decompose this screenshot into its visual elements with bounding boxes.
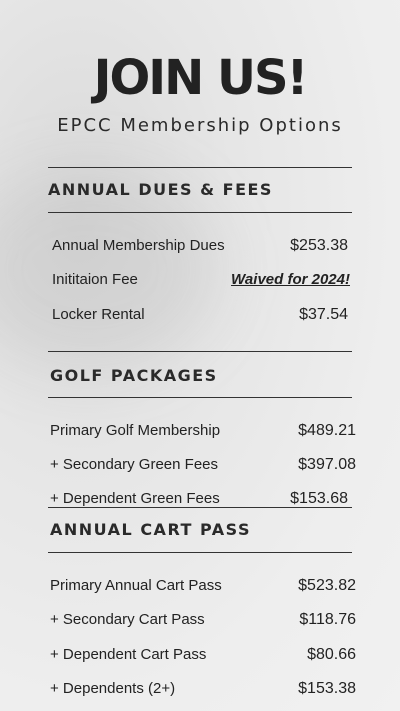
price-row <box>50 611 356 635</box>
section-divider <box>48 351 352 352</box>
section-title-golf-packages: GOLF PACKAGES <box>50 366 218 385</box>
item-label: Inititaion Fee <box>52 271 138 288</box>
page-title: JOIN US! <box>93 50 307 106</box>
item-label: Locker Rental <box>52 306 145 323</box>
price-row <box>50 680 356 704</box>
section-divider <box>48 167 352 168</box>
item-label: + Secondary Green Fees <box>50 456 219 473</box>
item-price: $397.08 <box>298 456 356 473</box>
item-label: Primary Golf Membership <box>50 422 221 439</box>
item-price: $253.38 <box>290 237 348 254</box>
section-divider <box>48 552 352 553</box>
item-label: + Dependent Cart Pass <box>50 646 207 663</box>
item-price: $118.76 <box>299 611 356 628</box>
price-row <box>50 646 356 670</box>
section-divider <box>48 212 352 213</box>
price-row <box>52 237 348 261</box>
item-price: $153.68 <box>290 490 348 507</box>
item-price: $153.38 <box>298 680 356 697</box>
price-row <box>50 422 356 446</box>
item-label: + Dependent Green Fees <box>50 490 220 507</box>
item-price: $489.21 <box>298 422 356 439</box>
section-title-annual-dues: ANNUAL DUES & FEES <box>48 180 273 199</box>
item-label: + Secondary Cart Pass <box>50 611 205 628</box>
item-price: $80.66 <box>307 646 356 663</box>
price-row <box>50 456 356 480</box>
item-label: + Dependents (2+) <box>50 680 176 697</box>
waived-note: Waived for 2024! <box>231 271 350 288</box>
item-price: $37.54 <box>299 306 348 323</box>
section-divider <box>48 507 352 508</box>
section-divider <box>48 397 352 398</box>
price-row <box>50 577 356 601</box>
page-subtitle: EPCC Membership Options <box>57 115 343 136</box>
section-title-cart-pass: ANNUAL CART PASS <box>50 520 251 539</box>
price-row <box>52 271 350 295</box>
price-row <box>50 490 348 514</box>
item-label: Primary Annual Cart Pass <box>50 577 222 594</box>
background-shadow <box>0 170 220 370</box>
item-label: Annual Membership Dues <box>52 237 225 254</box>
item-price: $523.82 <box>298 577 356 594</box>
price-row <box>52 306 348 330</box>
